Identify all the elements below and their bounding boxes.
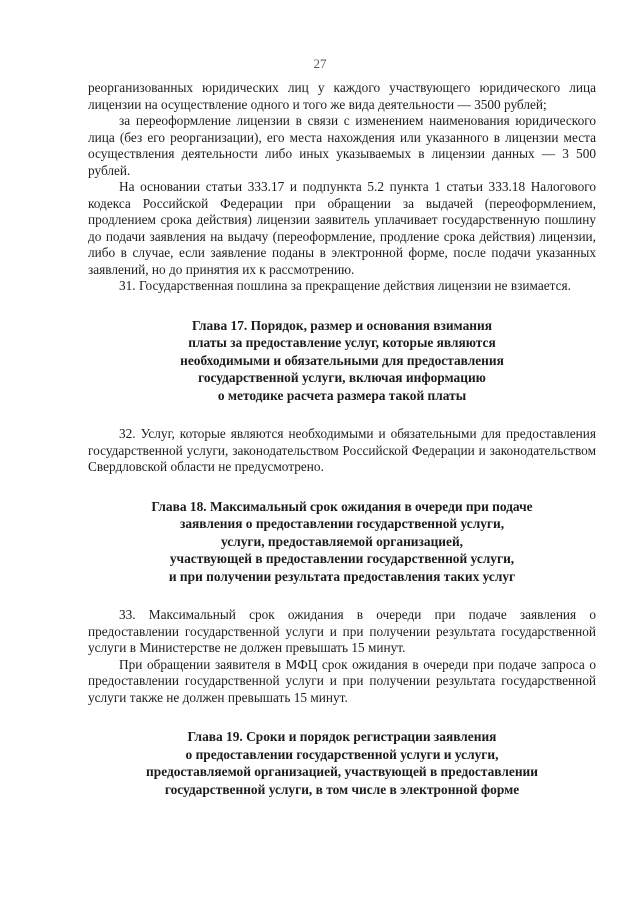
heading-line: государственной услуги, в том числе в электронной форме [164, 781, 520, 797]
page-number: 27 [313, 56, 327, 71]
paragraph-31: 31. Государственная пошлина за прекращение действия лицензии не взимается. [119, 278, 571, 293]
heading-line: Глава 17. Порядок, размер и основания взимания [192, 317, 492, 333]
heading-line: Глава 18. Максимальный срок ожидания в очереди при подаче [151, 498, 533, 514]
heading-line: о методике расчета размера такой платы [217, 387, 467, 403]
heading-line: о предоставлении государственной услуги и услуги, [185, 746, 499, 762]
heading-line: необходимыми и обязательными для предоставления [180, 352, 504, 368]
heading-line: заявления о предоставлении государственной услуги, [179, 516, 505, 531]
heading-line: Глава 19. Сроки и порядок регистрации заявления [187, 729, 497, 744]
document-body [88, 80, 596, 798]
chapter-18-heading [88, 498, 596, 586]
paragraph-mfc-waiting: При обращении заявителя в МФЦ срок ожидания в очереди при подаче запроса о предоставлении государственной услуги и при получении результата государственной услуги также не должен превышать 15 минут. [88, 656, 596, 705]
paragraph-renaming-fee: за переоформление лицензии в связи с изменением наименования юридического лица (без его реорганизации), его места нахождения или указанного в лицензии места осуществления деятельности либо иных указываемых в лицензии данных — 3 500 рублей. [88, 113, 596, 178]
chapter-19-heading [88, 728, 596, 798]
chapter-17-heading [88, 317, 596, 405]
heading-line: предоставляемой организацией, участвующей в предоставлении [146, 764, 538, 779]
paragraph-tax-code-basis: На основании статьи 333.17 и подпункта 5.2 пункта 1 статьи 333.18 Налогового кодекса Российской Федерации при обращении за выдачей (переоформлением, продлением срока действия) лицензии заявитель уплачивает государственную пошлину до подачи заявления на выдачу (переоформление, продление срока действия) лицензии, либо в случае, если заявление поданы в электронной форме, после подачи указанных заявлений, но до принятия их к рассмотрению. [88, 179, 596, 277]
paragraph-33: 33. Максимальный срок ожидания в очереди при подаче заявления о предоставлении государственной услуги и при получении результата государственной услуги в Министерстве не должен превышать 15 минут. [88, 607, 596, 655]
paragraph-32: 32. Услуг, которые являются необходимыми и обязательными для предоставления государственной услуги, законодательством Российской Федерации и законодательством Свердловской области не предусмотрено. [88, 426, 596, 474]
heading-line: и при получении результата предоставления таких услуг [168, 568, 516, 584]
heading-line: услуги, предоставляемой организацией, [220, 533, 464, 549]
heading-line: участвующей в предоставлении государственной услуги, [169, 551, 515, 566]
heading-line: государственной услуги, включая информацию [198, 370, 486, 385]
heading-line: платы за предоставление услуг, которые являются [188, 335, 496, 350]
paragraph-continuation: реорганизованных юридических лиц у каждого участвующего юридического лица лицензии на осуществление одного и того же вида деятельности — 3500 рублей; [88, 80, 596, 112]
